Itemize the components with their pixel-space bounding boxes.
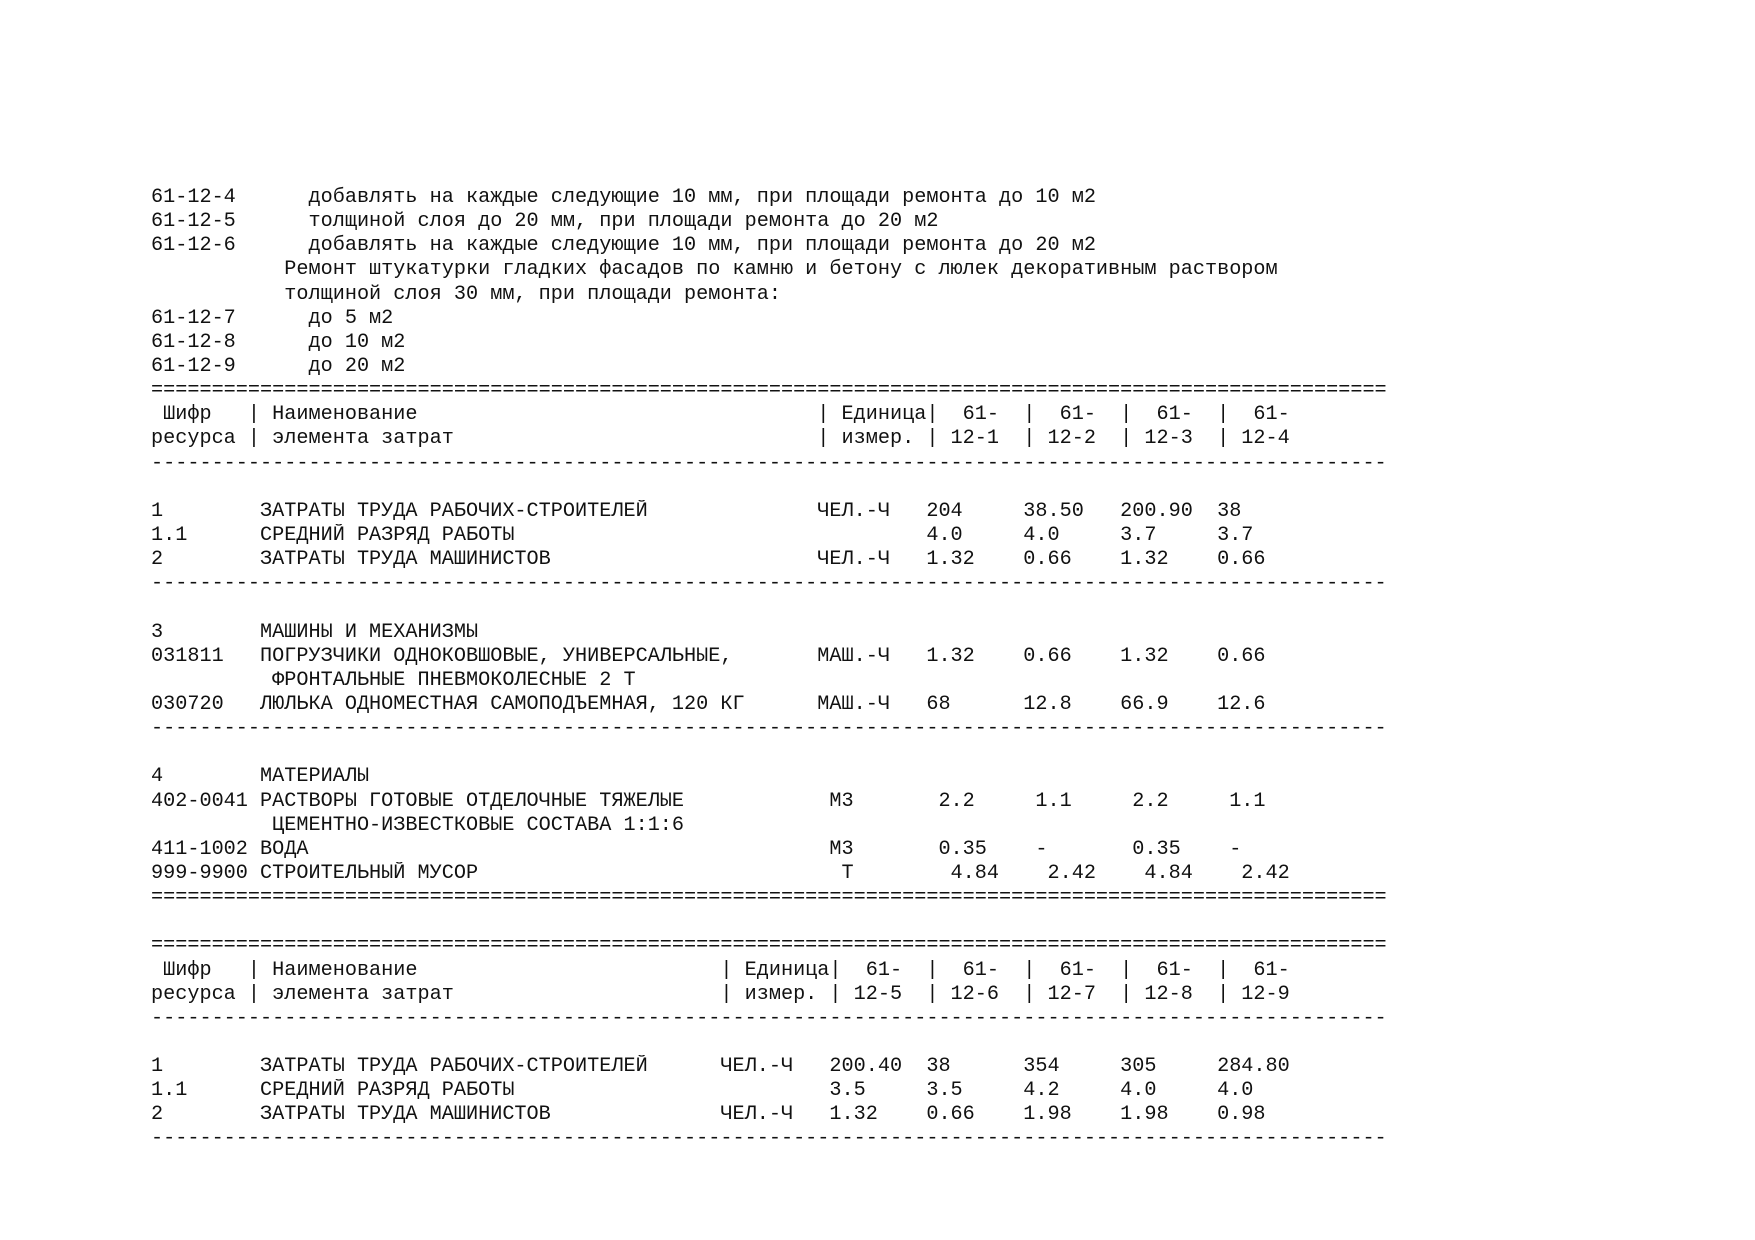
description: толщиной слоя 30 мм, при площади ремонта: — [151, 282, 781, 306]
code-line: 61-12-4 добавлять на каждые следующие 10 мм, при площади ремонта до 10 м2 — [151, 186, 1096, 209]
header-row: ресурса | элемента затрат | измер. | 12-1 | 12-2 | 12-3 | 12-4 — [151, 427, 1290, 451]
table-row: 030720 ЛЮЛЬКА ОДНОМЕСТНАЯ САМОПОДЪЕМНАЯ, 120 КГ МАШ.-Ч 68 12.8 66.9 12.6 — [151, 692, 1266, 716]
table-row: ФРОНТАЛЬНЫЕ ПНЕВМОКОЛЕСНЫЕ 2 Т — [151, 668, 636, 692]
single-rule: ------------------------------------------------------------------------------------------------------ — [151, 572, 1387, 596]
table-row: 1 ЗАТРАТЫ ТРУДА РАБОЧИХ-СТРОИТЕЛЕЙ ЧЕЛ.-Ч 200.40 38 354 305 284.80 — [151, 1055, 1290, 1079]
code-line: 61-12-6 добавлять на каждые следующие 10 мм, при площади ремонта до 20 м2 — [151, 234, 1096, 258]
single-rule: ------------------------------------------------------------------------------------------------------ — [151, 451, 1387, 475]
code-line: 61-12-7 до 5 м2 — [151, 306, 394, 330]
double-rule: ====================================================================================================== — [151, 934, 1387, 958]
blank — [151, 910, 1441, 934]
code-line: 61-12-5 толщиной слоя до 20 мм, при площади ремонта до 20 м2 — [151, 210, 939, 234]
table-row: 2 ЗАТРАТЫ ТРУДА МАШИНИСТОВ ЧЕЛ.-Ч 1.32 0.66 1.98 1.98 0.98 — [151, 1103, 1266, 1127]
blank — [151, 596, 1441, 620]
single-rule: ------------------------------------------------------------------------------------------------------ — [151, 717, 1387, 741]
table-row: 411-1002 ВОДА М3 0.35 - 0.35 - — [151, 837, 1242, 861]
header-row: Шифр | Наименование | Единица| 61- | 61- | 61- | 61- — [151, 403, 1290, 427]
table-row: 3 МАШИНЫ И МЕХАНИЗМЫ — [151, 620, 479, 644]
code-line: 61-12-8 до 10 м2 — [151, 330, 406, 354]
table-row: 1.1 СРЕДНИЙ РАЗРЯД РАБОТЫ 3.5 3.5 4.2 4.0 4.0 — [151, 1079, 1254, 1103]
table-row: 031811 ПОГРУЗЧИКИ ОДНОКОВШОВЫЕ, УНИВЕРСАЛЬНЫЕ, МАШ.-Ч 1.32 0.66 1.32 0.66 — [151, 644, 1266, 668]
table-row: 2 ЗАТРАТЫ ТРУДА МАШИНИСТОВ ЧЕЛ.-Ч 1.32 0.66 1.32 0.66 — [151, 548, 1266, 572]
blank — [151, 476, 1441, 500]
blank — [151, 1031, 1441, 1055]
document-page — [151, 186, 1441, 1152]
header-row: ресурса | элемента затрат | измер. | 12-5 | 12-6 | 12-7 | 12-8 | 12-9 — [151, 982, 1290, 1006]
table-row: 4 МАТЕРИАЛЫ — [151, 765, 370, 789]
description: Ремонт штукатурки гладких фасадов по камню и бетону с люлек декоративным раствором — [151, 258, 1278, 282]
document-lines — [151, 186, 1441, 1152]
double-rule: ====================================================================================================== — [151, 379, 1387, 403]
single-rule: ------------------------------------------------------------------------------------------------------ — [151, 1006, 1387, 1030]
table-row: 1 ЗАТРАТЫ ТРУДА РАБОЧИХ-СТРОИТЕЛЕЙ ЧЕЛ.-Ч 204 38.50 200.90 38 — [151, 499, 1242, 523]
code-line: 61-12-9 до 20 м2 — [151, 354, 406, 378]
double-rule: ====================================================================================================== — [151, 886, 1387, 910]
single-rule: ------------------------------------------------------------------------------------------------------ — [151, 1127, 1387, 1151]
blank — [151, 741, 1441, 765]
table-row: ЦЕМЕНТНО-ИЗВЕСТКОВЫЕ СОСТАВА 1:1:6 — [151, 813, 685, 837]
header-row: Шифр | Наименование | Единица| 61- | 61- | 61- | 61- | 61- — [151, 958, 1290, 982]
table-row: 999-9900 СТРОИТЕЛЬНЫЙ МУСОР Т 4.84 2.42 4.84 2.42 — [151, 861, 1290, 885]
table-row: 1.1 СРЕДНИЙ РАЗРЯД РАБОТЫ 4.0 4.0 3.7 3.7 — [151, 523, 1254, 547]
table-row: 402-0041 РАСТВОРЫ ГОТОВЫЕ ОТДЕЛОЧНЫЕ ТЯЖЕЛЫЕ М3 2.2 1.1 2.2 1.1 — [151, 789, 1266, 813]
